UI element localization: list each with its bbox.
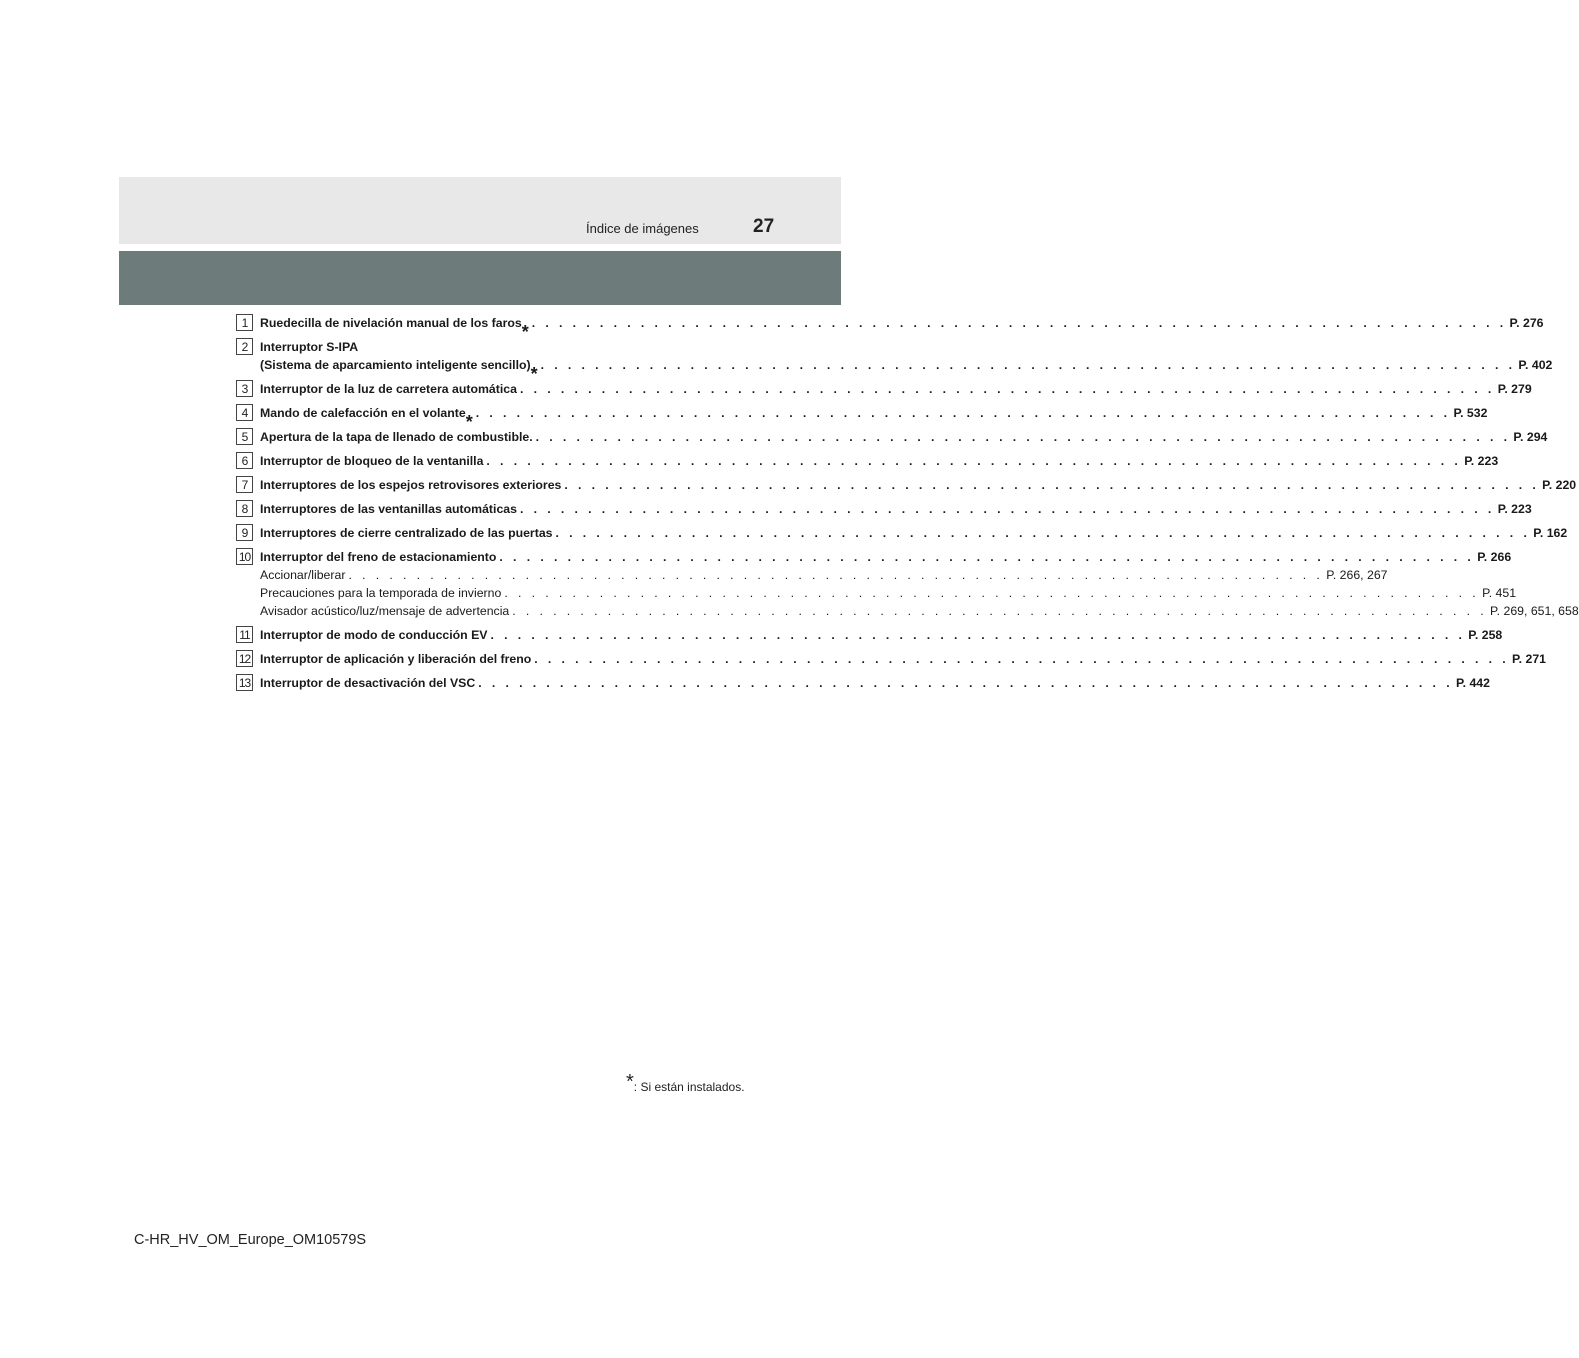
page-reference: P. 294 [1513,430,1548,444]
index-entries [236,314,1579,692]
dot-leader: . . . . . . . . . . . . . . . . . . . . . . . . . . . . . . . . . . . . . . . . . . . . . . . . . . . . . . . . . . . . . . . . . . . . . . . . [348,568,1324,582]
sub-entry-line [236,566,1388,584]
dot-leader: . . . . . . . . . . . . . . . . . . . . . . . . . . . . . . . . . . . . . . . . . . . . . . . . . . . . . . . . . . . . . . . . . . . . . . . . [564,478,1540,492]
dot-leader: . . . . . . . . . . . . . . . . . . . . . . . . . . . . . . . . . . . . . . . . . . . . . . . . . . . . . . . . . . . . . . . . . . . . . . . . [555,526,1531,540]
index-entry [236,626,1503,644]
index-entry [236,650,1547,668]
sub-entry-line [236,602,1579,620]
page-reference: P. 451 [1482,586,1517,600]
sub-entry-title: Precauciones para la temporada de invierno [260,586,502,600]
header-bar [119,177,841,244]
entry-title: Interruptores de cierre centralizado de las puertas [260,526,553,540]
page-reference: P. 223 [1497,502,1532,516]
entry-line: Ruedecilla de nivelación manual de los faros * . . . . . . . . . . . . . . . . . . . . . . . . . . . . . . . . . . . . . . . . . . . . . . . . . . . . . . . . . . . . . . . . . . . . . . . . P. 276 [260,316,1544,342]
page-reference: P. 532 [1453,406,1488,420]
index-entry [236,428,1548,446]
index-entry [236,338,1553,384]
dot-leader: . . . . . . . . . . . . . . . . . . . . . . . . . . . . . . . . . . . . . . . . . . . . . . . . . . . . . . . . . . . . . . . . . . . . . . . . [475,406,1451,420]
sub-entry-title: Accionar/liberar [260,568,346,582]
page-reference: P. 162 [1533,526,1568,540]
entry-line [236,476,1577,494]
footnote-star: * [626,1071,634,1093]
entry-number-badge: 6 [236,452,253,469]
entry-number-badge: 5 [236,428,253,445]
document-id: C-HR_HV_OM_Europe_OM10579S [134,1232,367,1248]
section-title: Índice de imágenes [586,221,699,236]
entry-number-badge: 2 [236,338,253,355]
entry-line [236,338,724,356]
page-reference: P. 258 [1468,628,1503,642]
dot-leader: . . . . . . . . . . . . . . . . . . . . . . . . . . . . . . . . . . . . . . . . . . . . . . . . . . . . . . . . . . . . . . . . . . . . . . . . [490,628,1466,642]
index-entry [236,548,1579,620]
page-reference: P. 269, 651, 658 [1490,604,1579,618]
page-reference: P. 266 [1477,550,1512,564]
entry-line [236,428,1548,446]
page-reference: P. 276 [1509,316,1544,330]
entry-title: Interruptor de aplicación y liberación del freno [260,652,532,666]
dot-leader: . . . . . . . . . . . . . . . . . . . . . . . . . . . . . . . . . . . . . . . . . . . . . . . . . . . . . . . . . . . . . . . . . . . . . . . . [504,586,1480,600]
index-entry [236,314,1544,342]
dot-leader: . . . . . . . . . . . . . . . . . . . . . . . . . . . . . . . . . . . . . . . . . . . . . . . . . . . . . . . . . . . . . . . . . . . . . . . . [519,382,1495,396]
sub-entry-title: Avisador acústico/luz/mensaje de advertencia [260,604,510,618]
header-band [119,251,841,305]
dot-leader: . . . . . . . . . . . . . . . . . . . . . . . . . . . . . . . . . . . . . . . . . . . . . . . . . . . . . . . . . . . . . . . . . . . . . . . . [486,454,1462,468]
entry-title: Interruptor de desactivación del VSC [260,676,476,690]
entry-number-badge: 12 [236,650,253,667]
entry-number-badge: 8 [236,500,253,517]
index-entry [236,500,1532,518]
page-reference: P. 271 [1512,652,1547,666]
page-reference: P. 402 [1518,358,1553,372]
entry-number-badge: 3 [236,380,253,397]
sub-entries [236,566,1579,620]
dot-leader: . . . . . . . . . . . . . . . . . . . . . . . . . . . . . . . . . . . . . . . . . . . . . . . . . . . . . . . . . . . . . . . . . . . . . . . . [540,358,1516,372]
dot-leader: . . . . . . . . . . . . . . . . . . . . . . . . . . . . . . . . . . . . . . . . . . . . . . . . . . . . . . . . . . . . . . . . . . . . . . . . [478,676,1454,690]
entry-line [236,548,1512,566]
entry-title: Interruptor del freno de estacionamiento [260,550,497,564]
entry-line [236,524,1568,542]
dot-leader: . . . . . . . . . . . . . . . . . . . . . . . . . . . . . . . . . . . . . . . . . . . . . . . . . . . . . . . . . . . . . . . . . . . . . . . . [535,430,1511,444]
entry-line: (Sistema de aparcamiento inteligente sencillo) * . . . . . . . . . . . . . . . . . . . . . . . . . . . . . . . . . . . . . . . . . . . . . . . . . . . . . . . . . . . . . . . . . . . . . . . . P. 402 [260,358,1553,384]
entry-title: Mando de calefacción en el volante [260,406,466,420]
index-entry [236,452,1499,470]
footnote [626,1071,745,1094]
dot-leader: . . . . . . . . . . . . . . . . . . . . . . . . . . . . . . . . . . . . . . . . . . . . . . . . . . . . . . . . . . . . . . . . . . . . . . . . [499,550,1475,564]
entry-title: Ruedecilla de nivelación manual de los faros [260,316,522,330]
page-reference: P. 279 [1497,382,1532,396]
entry-number-badge: 9 [236,524,253,541]
entry-title: Interruptores de los espejos retrovisores exteriores [260,478,562,492]
sub-entry-line [236,584,1517,602]
dot-leader: . . . . . . . . . . . . . . . . . . . . . . . . . . . . . . . . . . . . . . . . . . . . . . . . . . . . . . . . . . . . . . . . . . . . . . . . [519,502,1495,516]
entry-title: (Sistema de aparcamiento inteligente sencillo) [260,358,531,372]
entry-title: Interruptor de bloqueo de la ventanilla [260,454,484,468]
index-entry [236,524,1568,542]
entry-line [236,452,1499,470]
dot-leader: . . . . . . . . . . . . . . . . . . . . . . . . . . . . . . . . . . . . . . . . . . . . . . . . . . . . . . . . . . . . . . . . . . . . . . . . [534,652,1510,666]
page-number: 27 [753,216,775,237]
entry-number-badge: 13 [236,674,253,691]
entry-title: Interruptor de modo de conducción EV [260,628,488,642]
entry-line [236,626,1503,644]
index-entry [236,404,1488,432]
dot-leader: . . . . . . . . . . . . . . . . . . . . . . . . . . . . . . . . . . . . . . . . . . . . . . . . . . . . . . . . . . . . . . . . . . . . . . . . [531,316,1507,330]
entry-number-badge: 7 [236,476,253,493]
entry-line: Mando de calefacción en el volante * . . . . . . . . . . . . . . . . . . . . . . . . . . . . . . . . . . . . . . . . . . . . . . . . . . . . . . . . . . . . . . . . . . . . . . . . P. 532 [260,406,1488,432]
index-entry [236,674,1490,692]
entry-line [236,380,1532,398]
entry-title: Apertura de la tapa de llenado de combustible. [260,430,533,444]
entry-line [236,500,1532,518]
index-entry [236,476,1577,494]
entry-title: Interruptor de la luz de carretera automática [260,382,517,396]
page-reference: P. 220 [1542,478,1577,492]
page-reference: P. 442 [1456,676,1490,690]
page-reference: P. 266, 267 [1326,568,1388,582]
entry-title: Interruptor S-IPA [260,340,359,354]
entry-number-badge: 1 [236,314,253,331]
entry-number-badge: 10 [236,548,253,565]
entry-line [236,650,1547,668]
footnote-text: : Si están instalados. [633,1080,745,1094]
index-entry [236,380,1532,398]
entry-number-badge: 11 [236,626,253,643]
page-reference: P. 223 [1464,454,1499,468]
entry-line [236,674,1490,692]
entry-title: Interruptores de las ventanillas automáticas [260,502,517,516]
dot-leader: . . . . . . . . . . . . . . . . . . . . . . . . . . . . . . . . . . . . . . . . . . . . . . . . . . . . . . . . . . . . . . . . . . . . . . . . [512,604,1488,618]
entry-number-badge: 4 [236,404,253,421]
